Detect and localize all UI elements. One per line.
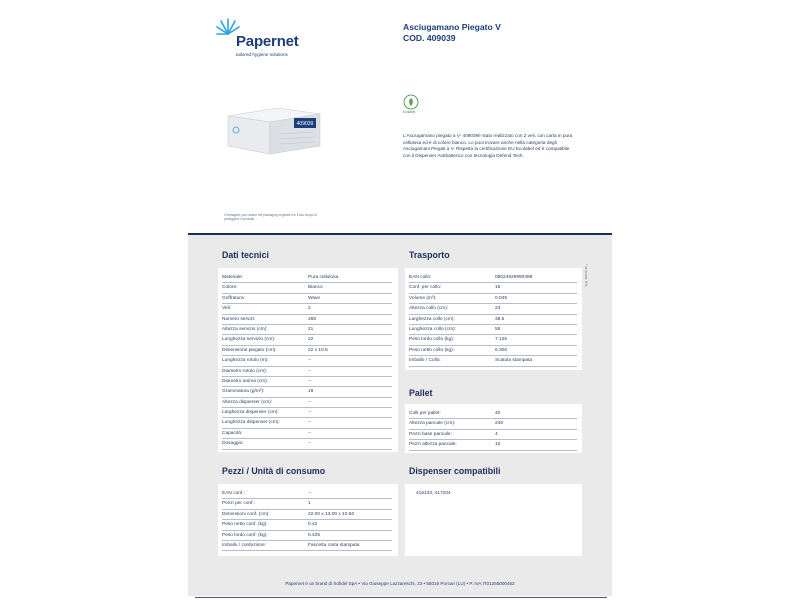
pallet-value: 246 — [495, 421, 504, 427]
dati-tecnici-value: 268 — [308, 316, 317, 322]
product-box-image — [220, 94, 330, 162]
pallet-value: 10 — [495, 442, 501, 448]
dati-tecnici-row — [222, 325, 392, 335]
dati-tecnici-label: Materiale: — [222, 275, 244, 280]
dati-tecnici-row — [222, 408, 392, 418]
papernet-logo — [216, 16, 326, 62]
dati-tecnici-value: -- — [308, 399, 312, 405]
trasporto-value: 38.5 — [495, 316, 505, 322]
dati-tecnici-row — [222, 387, 392, 397]
trasporto-value: 7.126 — [495, 337, 508, 343]
trasporto-label: Lunghezza collo (cm): — [409, 326, 456, 332]
dati-tecnici-row — [222, 356, 392, 366]
dati-tecnici-label: Larghezza dispenser (cm): — [222, 410, 279, 416]
dati-tecnici-label: Diametro anima (cm): — [222, 378, 269, 384]
ecolabel-text: Ecolabel — [403, 110, 416, 114]
dati-tecnici-row — [222, 335, 392, 345]
side-note: * Ia scora: 0% — [584, 264, 588, 287]
dati-tecnici-label: Diametro rotolo (cm): — [222, 368, 268, 374]
dati-tecnici-value: -- — [308, 368, 312, 374]
pezzi-row — [222, 520, 392, 530]
dati-tecnici-value: 22 — [308, 337, 314, 343]
dati-tecnici-value: -- — [308, 378, 312, 384]
pezzi-label: Peso lordo conf. (kg): — [222, 532, 268, 538]
dati-tecnici-row — [222, 439, 392, 449]
pezzi-value: 0.425 — [308, 532, 321, 538]
trasporto-row — [409, 304, 577, 314]
pallet-value: 4 — [495, 431, 498, 437]
footer-text: Papernet è un brand di Sofidel SpA • Via Giuseppe Lazzareschi, 23 • 55016 Porcari (LU) • P. IVA IT01255000462 — [285, 581, 515, 586]
brand-name: Papernet — [236, 33, 299, 50]
trasporto-row — [409, 356, 577, 366]
panel-top-divider — [188, 233, 612, 235]
image-disclaimer: L'immagine può variare nel packaging originale e/o il sito scopo di proteggere il prodotto. — [224, 213, 317, 222]
dati-tecnici-value: 2 — [308, 306, 311, 312]
box-code-text: 409039 — [296, 121, 314, 127]
trasporto-row — [409, 294, 577, 304]
dati-tecnici-row — [222, 294, 392, 304]
product-description: L'Asciugamano piegato a V- 409039è stato realizzato con 2 veli, con carta in pura cellulosa ed è di colore bianco. Lo puoi trovare anche nella categoria degli Asciugamani Piegati a V. Rispetta la certificazione EU Ecolabel ed è compatibile con il Dispenser Antibatterico con tecnologia Defend Tech. — [403, 133, 573, 158]
brand-tagline: tailored hygiene solutions — [236, 52, 288, 57]
dati-tecnici-value: Bianco — [308, 285, 323, 291]
pezzi-label: EAN conf.: — [222, 491, 245, 496]
dati-tecnici-value: 18 — [308, 389, 314, 395]
dati-tecnici-row — [222, 377, 392, 387]
dati-tecnici-value: Wave — [308, 295, 321, 301]
dati-tecnici-label: Lunghezza rotolo (m): — [222, 358, 269, 364]
pallet-row — [409, 409, 577, 419]
panel-bottom-divider — [195, 597, 607, 598]
dati-tecnici-row — [222, 283, 392, 293]
dati-tecnici-label: Lunghezza dispenser (cm): — [222, 420, 280, 426]
pezzi-label: Pezzi per conf.: — [222, 501, 256, 507]
trasporto-row — [409, 346, 577, 356]
trasporto-label: Peso netto collo (kg): — [409, 347, 455, 353]
product-title-block — [403, 22, 501, 44]
pallet-table — [409, 409, 577, 451]
dati-tecnici-label: Colore: — [222, 285, 238, 291]
pezzi-value: 1 — [308, 501, 311, 507]
trasporto-label: Imballo / Collo: — [409, 358, 441, 364]
dati-tecnici-value: Pura cellulosa — [308, 275, 339, 280]
dati-tecnici-row — [222, 398, 392, 408]
pezzi-value: -- — [308, 491, 312, 496]
pezzi-row — [222, 531, 392, 541]
dati-tecnici-label: Capacità: — [222, 430, 243, 436]
dati-tecnici-row — [222, 273, 392, 283]
pallet-label: Pezzi base pancale: — [409, 431, 452, 437]
trasporto-value: 23 — [495, 306, 501, 312]
trasporto-label: EAN collo: — [409, 275, 432, 280]
pallet-title: Pallet — [409, 388, 433, 398]
pezzi-row — [222, 489, 392, 499]
product-title: Asciugamano Piegato V — [403, 22, 501, 32]
trasporto-row — [409, 325, 577, 335]
dati-tecnici-value: 22 x 10.5 — [308, 347, 328, 353]
trasporto-row — [409, 315, 577, 325]
dati-tecnici-label: Lunghezza servizio (cm): — [222, 337, 276, 343]
trasporto-label: Peso lordo collo (kg): — [409, 337, 455, 343]
pezzi-row — [222, 510, 392, 520]
trasporto-title: Trasporto — [409, 250, 450, 260]
dati-tecnici-row — [222, 346, 392, 356]
pezzi-label: Imballo / confezione: — [222, 542, 266, 548]
pallet-value: 40 — [495, 411, 501, 416]
trasporto-label: Conf. per collo: — [409, 285, 442, 291]
dati-tecnici-label: Veli: — [222, 306, 232, 312]
pallet-label: Colli per pallet: — [409, 411, 441, 416]
dati-tecnici-label: Altezza dispenser (cm): — [222, 399, 273, 405]
pezzi-title: Pezzi / Unità di consumo — [222, 466, 326, 476]
dati-tecnici-label: Goffratura: — [222, 295, 245, 301]
pezzi-label: Peso netto conf. (kg): — [222, 522, 268, 528]
dati-tecnici-value: -- — [308, 430, 312, 436]
pezzi-label: Dimensioni conf. (cm): — [222, 511, 270, 517]
trasporto-value: 15 — [495, 285, 501, 291]
trasporto-label: Altezza collo (cm): — [409, 306, 449, 312]
dati-tecnici-row — [222, 315, 392, 325]
trasporto-row — [409, 335, 577, 345]
trasporto-value: 6.306 — [495, 347, 508, 353]
pallet-label: Pezzi altezza pancale: — [409, 442, 457, 448]
pezzi-value: 0.42 — [308, 522, 318, 528]
trasporto-table — [409, 273, 577, 367]
dati-tecnici-title: Dati tecnici — [222, 250, 269, 260]
dati-tecnici-label: Altezza servizio (cm): — [222, 326, 268, 332]
ecolabel-badge — [403, 94, 419, 116]
trasporto-value: 0.049 — [495, 295, 508, 301]
ecolabel-flower-icon — [403, 94, 419, 110]
pezzi-value: 22.00 x 13.00 x 10.50 — [308, 511, 355, 517]
dati-tecnici-value: 21 — [308, 326, 314, 332]
trasporto-row — [409, 283, 577, 293]
pezzi-row — [222, 499, 392, 509]
dati-tecnici-value: -- — [308, 441, 312, 447]
pezzi-row — [222, 541, 392, 551]
dati-tecnici-table — [222, 273, 392, 450]
pezzi-table — [222, 489, 392, 551]
pezzi-value: Fascetta carta stampata — [308, 542, 360, 548]
trasporto-label: Volume (m³): — [409, 295, 437, 301]
dati-tecnici-row — [222, 367, 392, 377]
dati-tecnici-row — [222, 304, 392, 314]
pallet-row — [409, 440, 577, 450]
dati-tecnici-label: Dosaggio: — [222, 441, 244, 447]
dati-tecnici-value: -- — [308, 358, 312, 364]
pallet-label: Altezza pancale (cm): — [409, 421, 456, 427]
dati-tecnici-value: -- — [308, 420, 312, 426]
pallet-row — [409, 419, 577, 429]
product-code: COD. 409039 — [403, 33, 456, 43]
trasporto-value: Scatola stampata — [495, 358, 533, 364]
dati-tecnici-row — [222, 418, 392, 428]
dati-tecnici-label: Numero servizi: — [222, 316, 256, 322]
dati-tecnici-label: Grammatura (g/m²): — [222, 389, 265, 395]
dati-tecnici-label: Dimensione piegato (cm): — [222, 347, 277, 353]
trasporto-value: 08024929990398 — [495, 275, 533, 280]
pallet-row — [409, 430, 577, 440]
dati-tecnici-value: -- — [308, 410, 312, 416]
trasporto-row — [409, 273, 577, 283]
dispenser-title: Dispenser compatibili — [409, 466, 501, 476]
trasporto-value: 55 — [495, 326, 501, 332]
dispenser-codes: 416143, 417204 — [416, 491, 451, 496]
trasporto-label: Larghezza collo (cm): — [409, 316, 455, 322]
dati-tecnici-row — [222, 429, 392, 439]
